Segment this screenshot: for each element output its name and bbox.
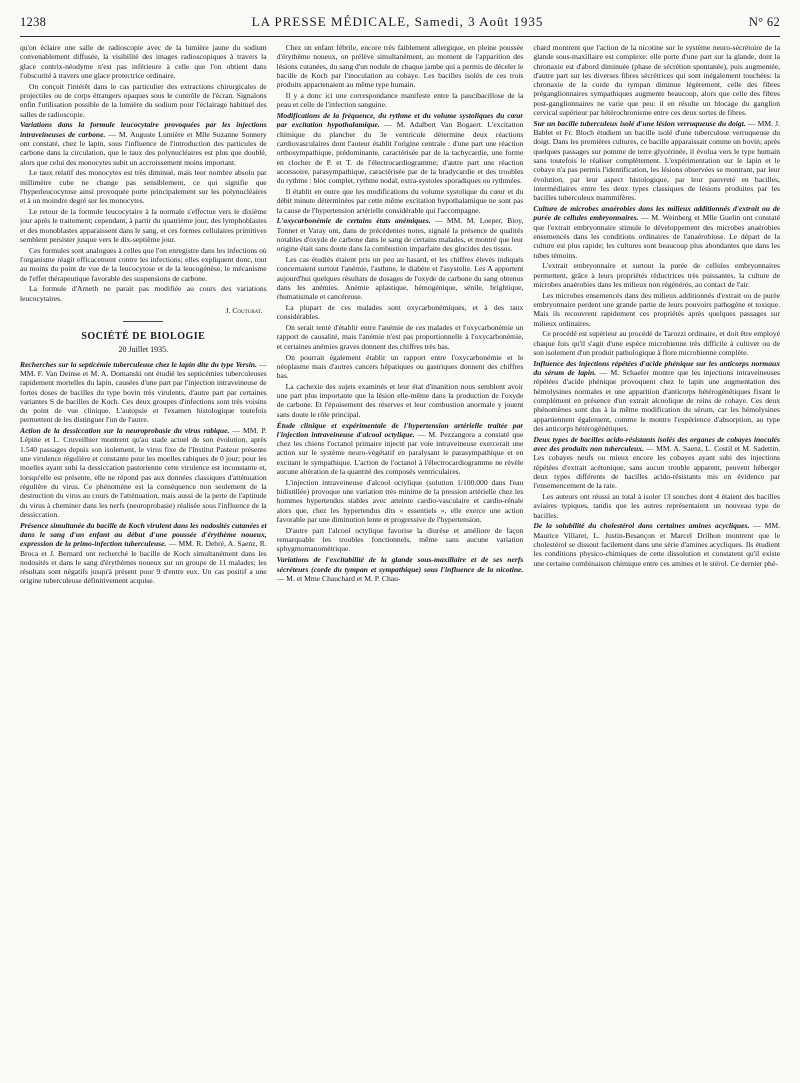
article-entry (277, 421, 524, 477)
article-text: — MM. M. Loeper, Bioy, Tonnet et Varay ont, dans de précédentes notes, signalé la présence de qualités notables d'oxyde de carbone dans le sang de certains malades, et montré que leur origine était sans doute dans la combustion imparfaite des glucides des tissus. (276, 216, 524, 254)
issue-number: N° 62 (748, 15, 780, 29)
article-text: — MM. Maurice Villaret, L. Justin-Besançon et Marcel Drilhon montrent que le cholestérol se dissout facilement dans une série d'amines acycliques. Ils étudient les conditions physico-chimiques de cette dissolution et constatent qu'il existe une certaine combinaison chimique entre ces amines et le stérol. Ce dernier phé- (533, 521, 780, 568)
paragraph: Chez un enfant fébrile, encore très faiblement allergique, en pleine poussée d'érythème noueux, on prélève simultanément, au moment de l'apparition des lésions cutanées, du sang d'un nodule de chaque jambe qui a permis de déceler le bacille de Koch par l'inoculation au cobaye. Les bacilles isolés de ces trois produits appartenaient au même type humain. (276, 43, 524, 90)
article-entry (533, 359, 780, 433)
article-title: Variations de l'excitabilité de la glande sous-maxillaire et de ses nerfs sécréteurs (corde du tympan et sympathique) sous l'influence de la nicotine. (276, 555, 524, 574)
article-title: Étude clinique et expérimentale de l'hypertension artérielle traitée par l'injection intraveineuse d'alcool octylique. (276, 420, 524, 439)
article-entry (20, 426, 267, 519)
page-header (20, 14, 780, 37)
article-text: — M. Schaefer montre que les injections intraveineuses répétées d'acide phénique provoquent chez le lapin une augmentation des hémolysines normales et une apparition d'anticorps hétérogénétiques fixant le complément en présence d'un extrait alcoolique de reins de cobaye. Ces deux phénomènes sont dus à la même modification du sérum, car les hémolysines appartiennent également, comme le montre l'expérience d'absorption, au type des anticorps hétérogénétiques. (533, 368, 780, 433)
article-text: — MM. A. Saenz, L. Costil et M. Sadettin. Les cobayes neufs ou mieux encore les cobayes ayant subi des injections répétées d'extrait acétonique, sans aucun trouble apparent, peuvent héberger deux types différents de bacilles acido-résistants mis en évidence par l'ensemencement de la rate. (533, 443, 780, 491)
paragraph: Ces formules sont analogues à celles que l'on enregistre dans les infections où l'organisme réagit efficacement contre les infections; elles expliquent donc, tout au moins du point de vue de la leucocytose et de la leucogénèse, le mécanisme de l'effet thérapeutique favorable des suspensions de carbone. (20, 245, 267, 283)
column-right (533, 43, 780, 1083)
article-text: — M. Pezzangora a constaté que chez les chiens l'octanol primaire injecté par voie intraveineuse exercerait une action sur le système neuro-végétatif en paralysant le parasympathique et en excitant le sympathique. L'action de l'octanol à l'électrocardiogramme ne révèle aucune altération de la quantité des composés ventriculaires. (276, 429, 524, 477)
paragraph: L'injection intraveineuse d'alcool octylique (solution 1/100.000 dans l'eau bidistillée) provoque une variation très minime de la pression artérielle chez les hommes hypertendus stables avec atteinte cardio-vasculaire et cardio-rénale alors que, chez les hypertendus dits « essentiels », elle exerce une action favorable par une diminution lente et progressive de l'hypertension. (276, 477, 524, 525)
article-title: Variations dans la formule leucocytaire provoquées par les injections intraveineuses de carbone. (20, 120, 267, 139)
article-entry (533, 521, 780, 567)
article-title: L'oxycarbonémie de certains états anémiques. (276, 216, 431, 226)
article-entry (277, 111, 524, 185)
article-entry (277, 216, 524, 253)
article-text: — MM. R. Debré, A. Saenz, R. Broca et J. Bernard ont recherché le bacille de Koch simultanément dans les nodosités et dans le sang d'érythèmes noueux sur un groupe de 11 malades; les résultats sont négatifs jusqu'à présent pour 9 d'entre eux. Un cas positif a une origine tuberculeuse définitivement acquise. (20, 539, 267, 586)
article-entry (20, 120, 267, 166)
article-columns (20, 43, 780, 1083)
paragraph: On serait tenté d'établir entre l'anémie de ces malades et l'oxycarbonémie un rapport de causalité, mais l'anémie n'est pas proportionnelle à l'oxycarbonémie, et certaines anémies graves donnent des chiffres très bas. (276, 323, 524, 351)
paragraph: qu'on éclaire une salle de radioscopie avec de la lumière jaune du sodium convenablement diffusée, la visibilité des images radioscopiques à travers la glace contrix-néodyme n'est pas inférieure à celle que l'on obtient dans l'obscurité à travers une glace protectrice ordinaire. (20, 43, 267, 80)
article-title: Sur un bacille tuberculeux isolé d'une lésion verruqueuse du doigt. (533, 118, 746, 128)
article-entry (20, 521, 267, 586)
paragraph: D'autre part l'alcool octylique favorise la diurèse et améliore de façon remarquable les troubles fonctionnels, même sans aucune variation sphygmomanométrique. (276, 525, 524, 554)
article-entry (20, 360, 267, 425)
article-entry (277, 555, 524, 583)
article-title: Deux types de bacilles acido-résistants isolés des organes de cobayes inoculés avec des produits non tuberculeux. (533, 434, 780, 453)
article-text: — MM. F. Van Deinse et M. A. Domanski ont étudié les septicémies tuberculeuses rapidement mortelles du lapin, causées d'une part par l'injection intraveineuse de fortes doses de bacilles du type bovin très virulents, d'autre part par certaines variantes S de bacilles de Koch. Ces deux groupes d'infections sont très voisins du point de vue clinique. L'autopsie et l'examen histologique toutefois permettent de les distinguer l'un de l'autre. (20, 359, 267, 425)
article-entry (533, 119, 780, 203)
paragraph: Le retour de la formule leucocytaire à la normale s'effectue vers le dixième jour après le traitement; cependant, à partir du quatrième jour, des lymphoblastes et des monoblastes apparaissent dans le sang, et ces formes cellulaires primitives semblent persister jusque vers le dix-septième jour. (20, 207, 267, 244)
article-text: — M. Adalbert Van Bogaert. L'excitation chimique du plancher du 3e ventricule détermine deux réactions cardiovasculaires dont l'auteur établit l'origine centrale : d'une part une réaction orthosympathique, prédominante, caractérisée par de la tachycardie, une forme en clocher de P. et T. de l'électrocardiogramme; d'autre part une réaction accessoire, parasympathique, caractérisée par de la bradycardie et des troubles du rythme : bloc complet, rythme nodal, extra-systoles sporadiques ou rythmées. (276, 120, 524, 186)
column-left (20, 43, 267, 1083)
paragraph: Il établit en outre que les modifications du volume systolique du cœur et du débit minute déterminées par cette même excitation hypothalamique ne sont pas la cause de l'hypertension artérielle considérable qui l'accompagne. (276, 186, 524, 215)
paragraph: Le taux relatif des monocytes est très diminué, mais leur nombre absolu par millimètre cube ne change pas sensiblement, ce qui signifie que l'hyperleucocytose ainsi provoquée porte principalement sur les polynucléaires et à un moindre degré sur les monocytes. (20, 168, 267, 206)
section-divider (123, 321, 163, 322)
article-title: Modifications de la fréquence, du rythme et du volume systoliques du cœur par excitation hypothalamique. (276, 111, 524, 130)
article-title: Recherches sur la septicémie tuberculeuse chez le lapin dite du type Yersin. (20, 359, 257, 369)
article-text: — MM. P. Lépine et L. Cruveilhier montrent qu'au stade actuel de son évolution, après 1.540 passages depuis son isolement, le virus fixe de l'Institut Pasteur présente une virulence régulière et constante pour les moelles rabiques de 0 jour; pour les moelles ayant subi la dessiccation pastorienne cette virulence est inconstante et, lorsqu'elle est présente, elle ne répond pas aux données classiques d'atténuation régulière du virus. Ce phénomène est la conséquence non seulement de la destruction du virus au cours de l'atténuation, mais aussi de la perte de l'aptitude du virus à cheminer dans les nerfs (neuroprobasie) réalisée sous l'influence de la dessiccation. (20, 426, 267, 519)
paragraph: On pourrait également établir un rapport entre l'oxycarbonémie et le néoplasme mais d'autres cancers hépatiques ou gastriques donnent des chiffres bas. (276, 352, 524, 381)
article-text: — M. Auguste Lumière et Mlle Suzanne Sonnery ont constaté, chez le lapin, sous l'influence de l'introduction des particules de carbone dans la circulation, que le taux des polynucléaires est plus que doublé, alors que celui des monocytes subit un accroissement moins important. (20, 129, 267, 167)
article-text: — M. Weinberg et Mlle Guelin ont constaté que l'extrait embryonnaire stimule le développement des microbes anaérobies ensemencés dans les conditions ordinaires de l'anaérobiose. Le départ de la culture est plus rapide; les cultures sont beaucoup plus abondantes que dans les tubes témoins. (533, 213, 780, 260)
author-signature: J. Couturat. (225, 306, 263, 316)
column-middle (277, 43, 524, 1083)
paragraph: Il y a donc ici une correspondance manifeste entre la paucibacillose de la peau et celle de l'infection sanguine. (276, 90, 524, 110)
section-heading: SOCIÉTÉ DE BIOLOGIE (81, 331, 206, 343)
article-entry (533, 204, 780, 260)
paragraph: L'extrait embryonnaire et surtout la purée de cellules embryonnaires permettent, grâce à leurs propriétés réductrices très puissantes, la culture de microbes anaérobies dans les milieux non régénérés, au contact de l'air. (533, 261, 780, 289)
paragraph: On conçoit l'intérêt dans le cas particulier des extractions chirurgicales de projectiles ou de corps étrangers opaques sous le contrôle de l'écran. Signalons enfin l'utilisation possible de la lumière du sodium pour l'éclairage habituel des salles de radioscopie. (20, 81, 267, 119)
article-text: — MM. J. Bablet et Fr. Bloch étudient un bacille isolé d'une tuberculose verruqueuse du doigt. Dans les premières cultures, ce bacille apparaissait comme un bovin; après quelques passages sur pomme de terre glycérinée, il évolua vers le type humain sans toutefois le réaliser complètement. L'expérimentation sur le lapin et le cobaye n'a pas permis l'identification, les lésions observées se montrant, par leur évolution, par leur aspect histologique, par leur pauvreté en bacilles, intermédiaires entre les deux types classiques de lésions produites par les bacilles tuberculeux mammifères. (533, 118, 780, 203)
article-entry (533, 435, 780, 491)
paragraph: Les microbes ensemencés dans des milieux additionnés d'extrait ou de purée embryonnaire perdent une grande partie de leurs pouvoirs pathogène et toxique. Mais ils recouvrent rapidement ces propriétés après quelques passages sur milieux ordinaires. (533, 290, 780, 328)
paragraph: Les auteurs ont réussi au total à isoler 13 souches dont 4 étaient des bacilles aviaires typiques, tandis que les autres représentaient un nouveau type de bacilles. (533, 491, 780, 520)
article-title: Action de la dessiccation sur la neuroprobasie du virus rabique. (20, 426, 230, 436)
paragraph: La plupart de ces malades sont oxycarbonémiques, et à des taux considérables. (276, 303, 524, 322)
section-date: 20 Juillet 1935. (118, 345, 169, 355)
journal-title-date: LA PRESSE MÉDICALE, Samedi, 3 Août 1935 (251, 14, 544, 29)
paragraph: La cachexie des sujets examinés et leur état d'inanition nous semblent avoir une part plus importante que la lésion elle-même dans la production de l'oxyde de carbone. Et l'épuisement des réserves et leur combustion anormale y jouent sans doute le rôle principal. (276, 381, 524, 419)
paragraph: La formule d'Arneth ne parait pas modifiée au cours des variations leucocytaires. (20, 284, 267, 303)
paragraph: Les cas étudiés étaient pris un peu au hasard, et les chiffres élevés indiqués concernaient surtout l'anémie, l'asthme, le diabète et l'asystolie. Les A apportent aujourd'hui quelques résultats de dosages de l'oxyde de carbone du sang obtenus dans les anémies. Anémie aplastique, hémogénique, sénile, brightique, rhumatismale et cancéreuse. (276, 255, 524, 302)
paragraph: Ce procédé est supérieur au procédé de Tarozzi ordinaire, et doit être employé chaque fois qu'il s'agit d'une espèce microbienne très difficile à cultiver ou de son isolement d'un produit pathologique à flore microbienne complète. (533, 329, 780, 357)
article-text: — M. et Mme Chauchard et M. P. Chau- (276, 573, 401, 583)
article-title: Présence simultanée du bacille de Koch virulent dans les nodosités cutanées et dans le sang d'un enfant au début d'une poussée d'érythème noueux, expression de la primo-infection tuberculeuse. (20, 520, 267, 549)
paragraph: chard montrent que l'action de la nicotine sur le système neuro-sécrétoire de la glande sous-maxillaire est complexe: elle porte d'une part sur la glande, dont la chronaxie est d'abord diminuée (phase de sécrétion spontanée), puis augmentée, d'autre part sur les diverses fibres sécrétrices qui sont inégalement touchées: la chronaxie de la corde du tympan diminue légèrement, celle des fibres préganglionnaires sympathiques augmente beaucoup, alors que celle des fibres post-ganglionnaires ne varie que peu: il en résulte un blocage du ganglion cervical supérieur par hétérochronisme entre ces deux sortes de fibres. (533, 43, 780, 118)
page-number: 1238 (20, 15, 47, 29)
article-title: De la solubilité du cholestérol dans certaines amines acycliques. (533, 521, 750, 531)
article-title: Influence des injections répétées d'acide phénique sur les anticorps normaux du sérum de lapin. (533, 358, 780, 378)
article-title: Culture de microbes anaérobies dans les milieux additionnés d'extrait ou de purée de cellules embryonnaires. (533, 204, 780, 223)
